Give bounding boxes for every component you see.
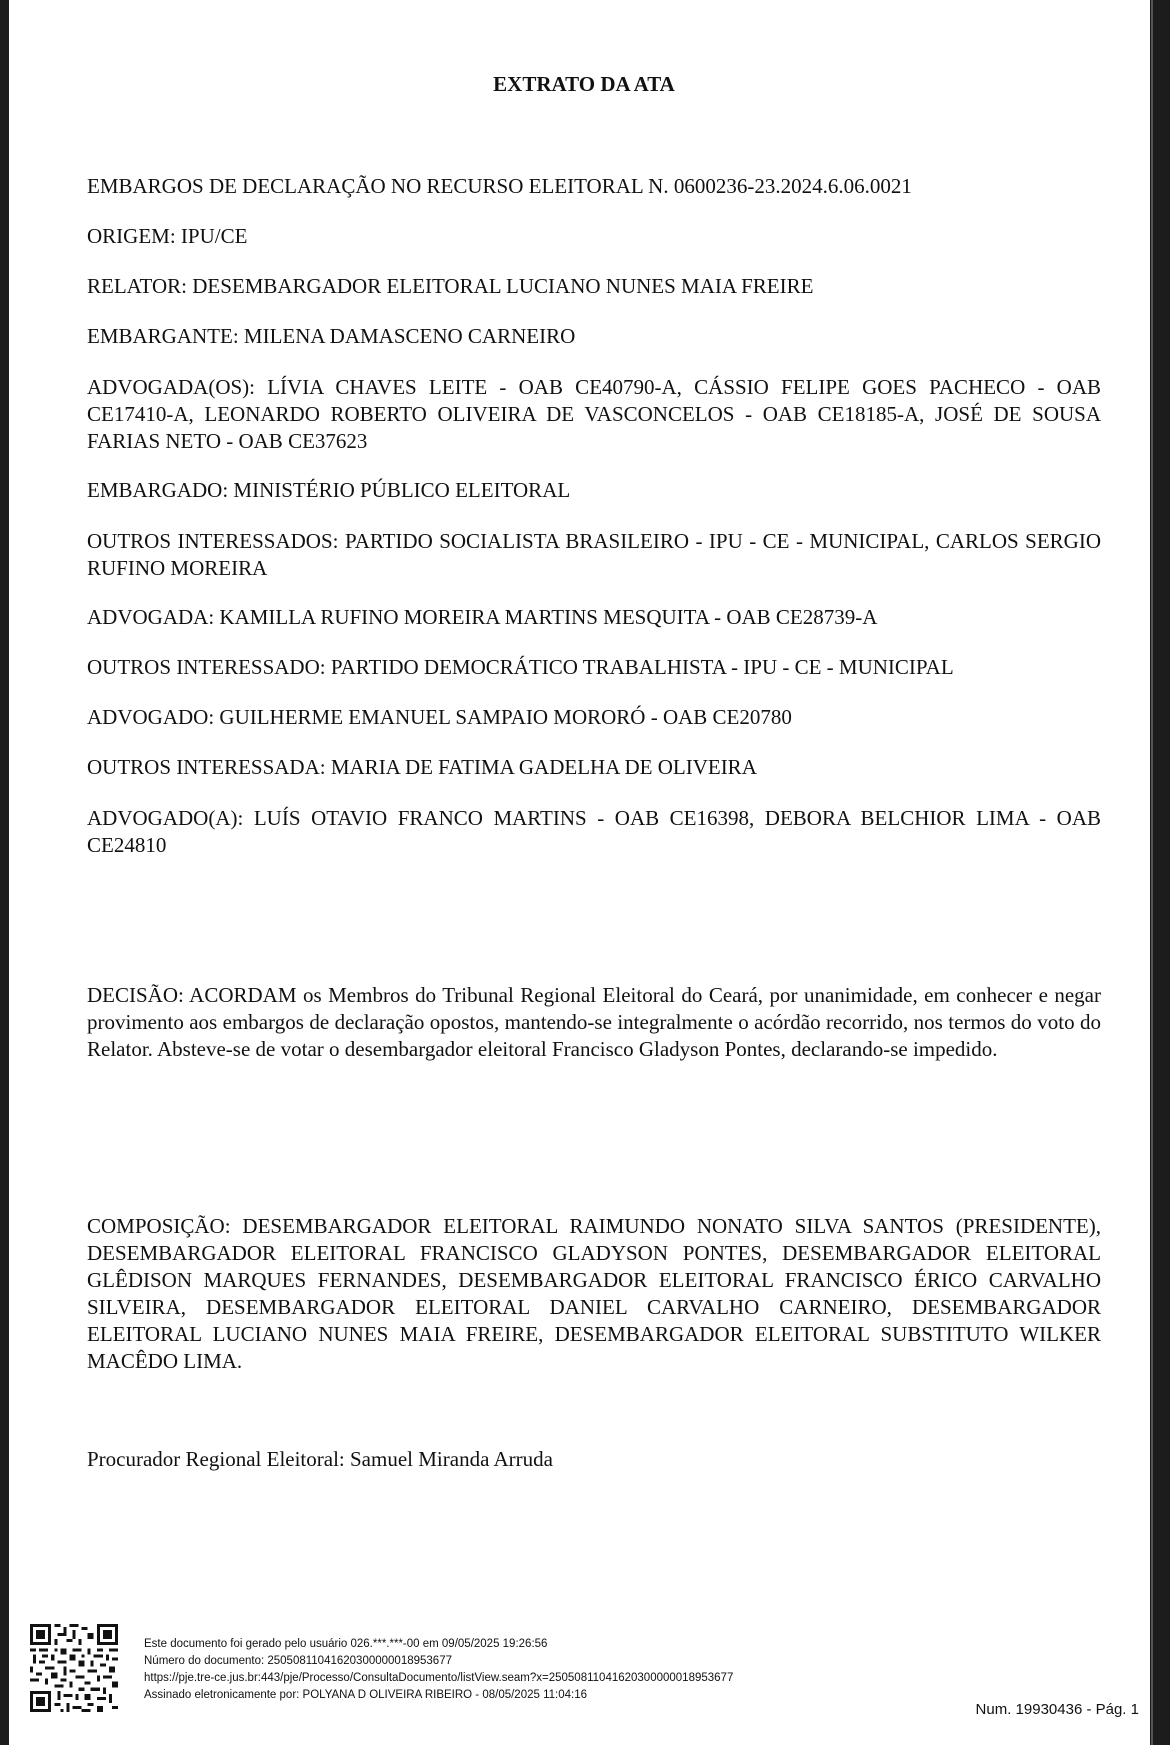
paragraph-interested-parties-1: OUTROS INTERESSADOS: PARTIDO SOCIALISTA BRASILEIRO - IPU - CE - MUNICIPAL, CARLOS SERGIO RUFINO MOREIRA <box>87 529 1101 580</box>
footer-document-url[interactable]: https://pje.tre-ce.jus.br:443/pje/Processo/ConsultaDocumento/listView.seam?x=25050811041620300000018953677 <box>144 1672 734 1684</box>
paragraph-interested-parties-2: OUTROS INTERESSADO: PARTIDO DEMOCRÁTICO TRABALHISTA - IPU - CE - MUNICIPAL <box>87 655 954 679</box>
footer-document-number: Número do documento: 25050811041620300000018953677 <box>144 1655 452 1667</box>
paragraph-rapporteur: RELATOR: DESEMBARGADOR ELEITORAL LUCIANO NUNES MAIA FREIRE <box>87 274 814 298</box>
document-page <box>9 0 1150 1745</box>
paragraph-interested-parties-3: OUTROS INTERESSADA: MARIA DE FATIMA GADELHA DE OLIVEIRA <box>87 755 757 779</box>
footer-generated-line: Este documento foi gerado pelo usuário 026.***.***-00 em 09/05/2025 19:26:56 <box>144 1638 548 1650</box>
footer-signature-info <box>144 1636 733 1704</box>
paragraph-appellant: EMBARGANTE: MILENA DAMASCENO CARNEIRO <box>87 324 576 348</box>
page-edge-left <box>0 0 9 1745</box>
footer-signed-by: Assinado eletronicamente por: POLYANA D OLIVEIRA RIBEIRO - 08/05/2025 11:04:16 <box>144 1689 587 1701</box>
page-number: Num. 19930436 - Pág. 1 <box>975 1701 1139 1718</box>
page-edge-right <box>1150 0 1170 1745</box>
paragraph-decision: DECISÃO: ACORDAM os Membros do Tribunal Regional Eleitoral do Ceará, por unanimidade, em conhecer e negar provimento aos embargos de declaração opostos, mantendo-se integralmente o acórdão recorrido, nos termos do voto do Relator. Absteve-se de votar o desembargador eleitoral Francisco Gladyson Pontes, declarando-se impedido. <box>87 983 1101 1061</box>
paragraph-lawyer-3: ADVOGADO: GUILHERME EMANUEL SAMPAIO MORORÓ - OAB CE20780 <box>87 705 792 729</box>
paragraph-lawyers: ADVOGADA(OS): LÍVIA CHAVES LEITE - OAB CE40790-A, CÁSSIO FELIPE GOES PACHECO - OAB CE17410-A, LEONARDO ROBERTO OLIVEIRA DE VASCONCELOS - OAB CE18185-A, JOSÉ DE SOUSA FARIAS NETO - OAB CE37623 <box>87 375 1101 453</box>
paragraph-lawyer-2: ADVOGADA: KAMILLA RUFINO MOREIRA MARTINS MESQUITA - OAB CE28739-A <box>87 605 878 629</box>
paragraph-appeal-number: EMBARGOS DE DECLARAÇÃO NO RECURSO ELEITORAL N. 0600236-23.2024.6.06.0021 <box>87 174 912 198</box>
paragraph-origin: ORIGEM: IPU/CE <box>87 224 248 248</box>
qr-code-icon <box>30 1624 118 1712</box>
paragraph-prosecutor: Procurador Regional Eleitoral: Samuel Miranda Arruda <box>87 1447 553 1471</box>
document-title: EXTRATO DA ATA <box>493 72 675 96</box>
paragraph-composition: COMPOSIÇÃO: DESEMBARGADOR ELEITORAL RAIMUNDO NONATO SILVA SANTOS (PRESIDENTE), DESEMBARGADOR ELEITORAL FRANCISCO GLADYSON PONTES, DESEMBARGADOR ELEITORAL GLÊDISON MARQUES FERNANDES, DESEMBARGADOR ELEITORAL FRANCISCO ÉRICO CARVALHO SILVEIRA, DESEMBARGADOR ELEITORAL DANIEL CARVALHO CARNEIRO, DESEMBARGADOR ELEITORAL LUCIANO NUNES MAIA FREIRE, DESEMBARGADOR ELEITORAL SUBSTITUTO WILKER MACÊDO LIMA. <box>87 1214 1101 1373</box>
paragraph-lawyer-4: ADVOGADO(A): LUÍS OTAVIO FRANCO MARTINS - OAB CE16398, DEBORA BELCHIOR LIMA - OAB CE24810 <box>87 806 1101 857</box>
paragraph-respondent: EMBARGADO: MINISTÉRIO PÚBLICO ELEITORAL <box>87 478 571 502</box>
